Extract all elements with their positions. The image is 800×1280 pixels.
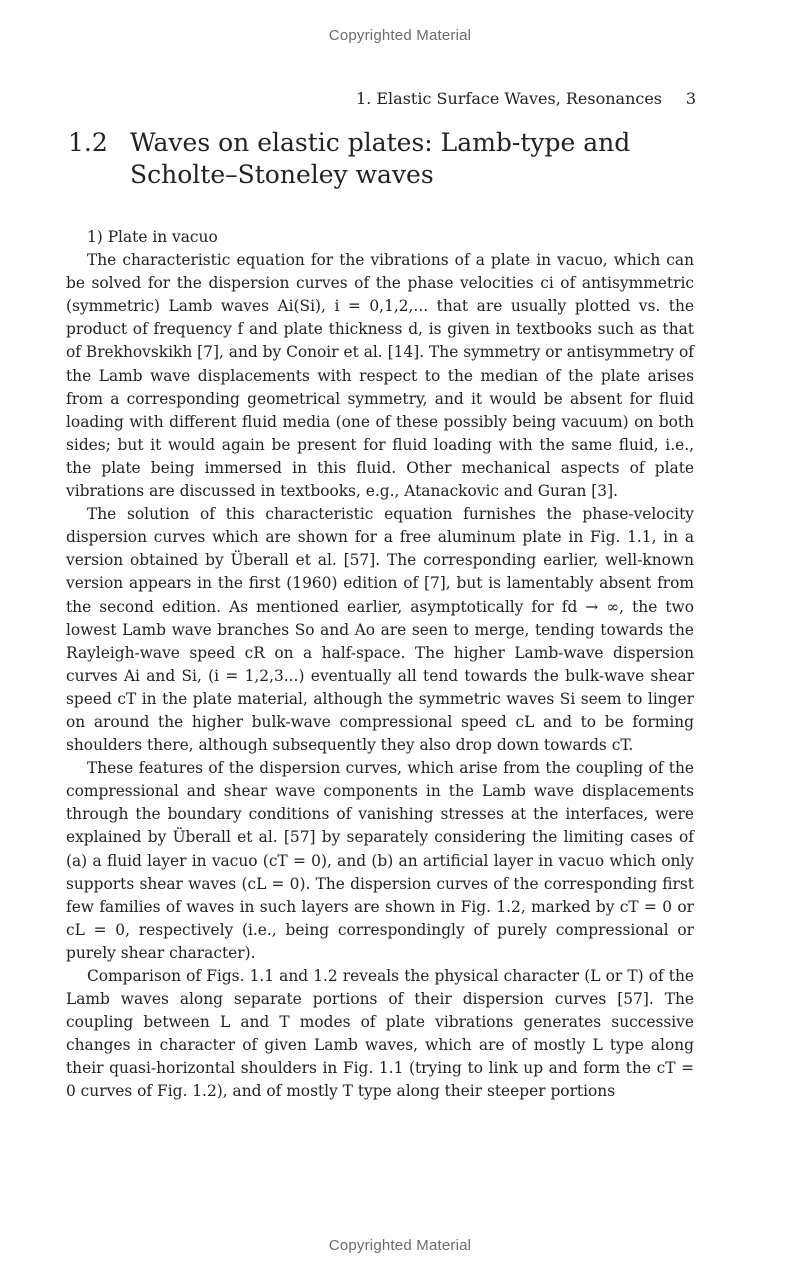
paragraph-1: The characteristic equation for the vibrations of a plate in vacuo, which can be solved for the dispersion curves of the phase velocities ci of antisymmetric (symmetric) Lamb waves Ai(Si), i = 0,1,2,... that are usually plotted vs. the product of frequency f and plate thickness d, is given in textbooks such as that of Brekhovskikh [7], and by Conoir et al. [14]. The symmetry or antisymmetry of the Lamb wave displacements with respect to the median of the plate arises from a corresponding geometrical symmetry, and it would be absent for fluid loading with different fluid media (one of these possibly being vacuum) on both sides; but it would again be present for fluid loading with the same fluid, i.e., the plate being immersed in this fluid. Other mechanical aspects of plate vibrations are discussed in textbooks, e.g., Atanackovic and Guran [3]. <box>66 251 694 501</box>
copyright-watermark-bottom: Copyrighted Material <box>328 1237 472 1254</box>
paragraph-4: Comparison of Figs. 1.1 and 1.2 reveals the physical character (L or T) of the Lamb waves along separate portions of their dispersion curves [57]. The coupling between L and T modes of plate vibrations generates successive changes in character of given Lamb waves, which are of mostly L type along their quasi-horizontal shoulders in Fig. 1.1 (trying to link up and form the cT = 0 curves of Fig. 1.2), and of mostly T type along their steeper portions <box>66 967 694 1101</box>
copyright-watermark-top: Copyrighted Material <box>328 27 472 44</box>
subsection-heading: 1) Plate in vacuo <box>87 228 218 246</box>
paragraph-2: The solution of this characteristic equation furnishes the phase-velocity dispersion curves which are shown for a free aluminum plate in Fig. 1.1, in a version obtained by Überall et al. [57]. The corresponding earlier, well-known version appears in the first (1960) edition of [7], but is lamentably absent from the second edition. As mentioned earlier, asymptotically for fd → ∞, the two lowest Lamb wave branches So and Ao are seen to merge, tending towards the Rayleigh-wave speed cR on a half-space. The higher Lamb-wave dispersion curves Ai and Si, (i = 1,2,3...) eventually all tend towards the bulk-wave shear speed cT in the plate material, although the symmetric waves Si seem to linger on around the higher bulk-wave compressional speed cL and to be forming shoulders there, although subsequently they also drop down towards cT. <box>66 505 694 755</box>
body-text <box>66 226 694 1104</box>
paragraph-3: These features of the dispersion curves, which arise from the coupling of the compressional and shear wave components in the Lamb wave displacements through the boundary conditions of vanishing stresses at the interfaces, were explained by Überall et al. [57] by separately considering the limiting cases of (a) a fluid layer in vacuo (cT = 0), and (b) an artificial layer in vacuo which only supports shear waves (cL = 0). The dispersion curves of the corresponding first few families of waves in such layers are shown in Fig. 1.2, marked by cT = 0 or cL = 0, respectively (i.e., being correspondingly of purely compressional or purely shear character). <box>66 759 694 962</box>
page-number: 3 <box>685 89 696 108</box>
section-number: 1.2 <box>68 128 108 157</box>
running-head-title: 1. Elastic Surface Waves, Resonances <box>356 89 663 108</box>
section-title: Waves on elastic plates: Lamb-type and Scholte–Stoneley waves <box>130 128 631 189</box>
